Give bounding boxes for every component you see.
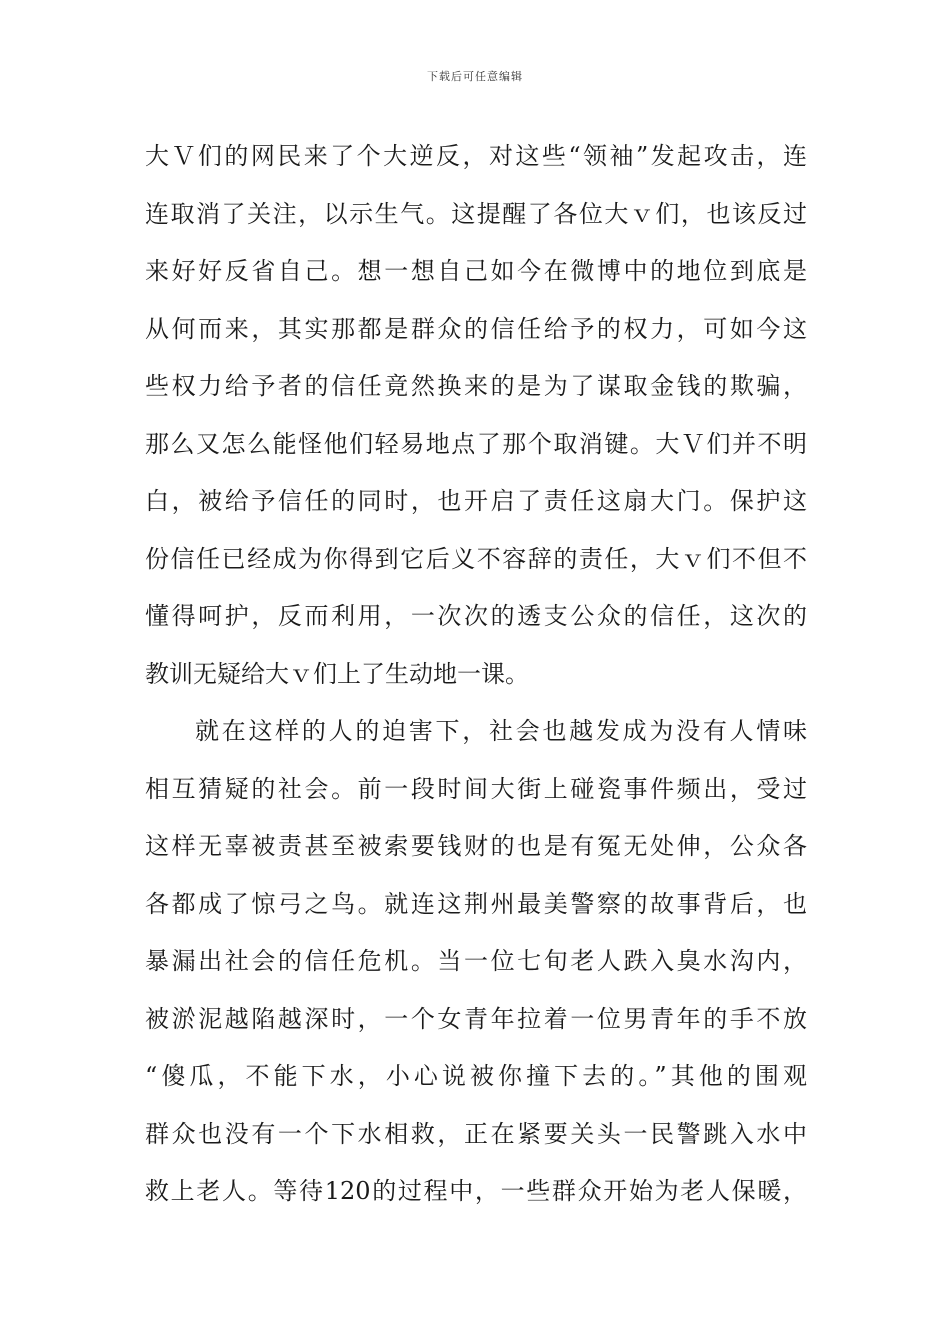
text-line: 从何而来，其实那都是群众的信任给予的权力，可如今这	[145, 314, 807, 343]
page-header: 下载后可任意编辑	[427, 70, 523, 83]
text-line: 来好好反省自己。想一想自己如今在微博中的地位到底是	[145, 257, 807, 285]
text-line: 白，被给予信任的同时，也开启了责任这扇大门。保护这	[145, 487, 807, 515]
text-line: 大Ｖ们的网民来了个大逆反，对这些“领袖”发起攻击，连	[145, 142, 807, 170]
text-line: 救上老人。等待120的过程中，一些群众开始为老人保暖，	[145, 1177, 807, 1205]
text-line: 连取消了关注，以示生气。这提醒了各位大ｖ们，也该反过	[145, 199, 807, 228]
text-line: 懂得呵护，反而利用，一次次的透支公众的信任，这次的	[145, 602, 807, 630]
text-line: 相互猜疑的社会。前一段时间大街上碰瓷事件频出，受过	[145, 774, 807, 803]
text-line: 份信任已经成为你得到它后义不容辞的责任，大ｖ们不但不	[145, 544, 807, 573]
text-line: 那么又怎么能怪他们轻易地点了那个取消键。大Ｖ们并不明	[145, 429, 807, 458]
text-line: 些权力给予者的信任竟然换来的是为了谋取金钱的欺骗，	[145, 372, 807, 400]
text-line: 暴漏出社会的信任危机。当一位七旬老人跌入臭水沟内，	[145, 947, 807, 975]
paragraph-2	[145, 703, 807, 1221]
text-line: 这样无辜被责甚至被索要钱财的也是有冤无处伸，公众各	[145, 832, 807, 860]
text-line: 教训无疑给大ｖ们上了生动地一课。	[145, 659, 529, 688]
paragraph-1	[145, 128, 807, 703]
text-line: 被淤泥越陷越深时，一个女青年拉着一位男青年的手不放	[145, 1004, 807, 1033]
document-body	[145, 128, 807, 1221]
text-line: “傻瓜，不能下水，小心说被你撞下去的。”其他的围观	[145, 1062, 807, 1090]
text-line: 各都成了惊弓之鸟。就连这荆州最美警察的故事背后，也	[145, 889, 807, 918]
text-line: 群众也没有一个下水相救，正在紧要关头一民警跳入水中	[145, 1119, 807, 1148]
text-line: 就在这样的人的迫害下，社会也越发成为没有人情味	[195, 717, 807, 745]
